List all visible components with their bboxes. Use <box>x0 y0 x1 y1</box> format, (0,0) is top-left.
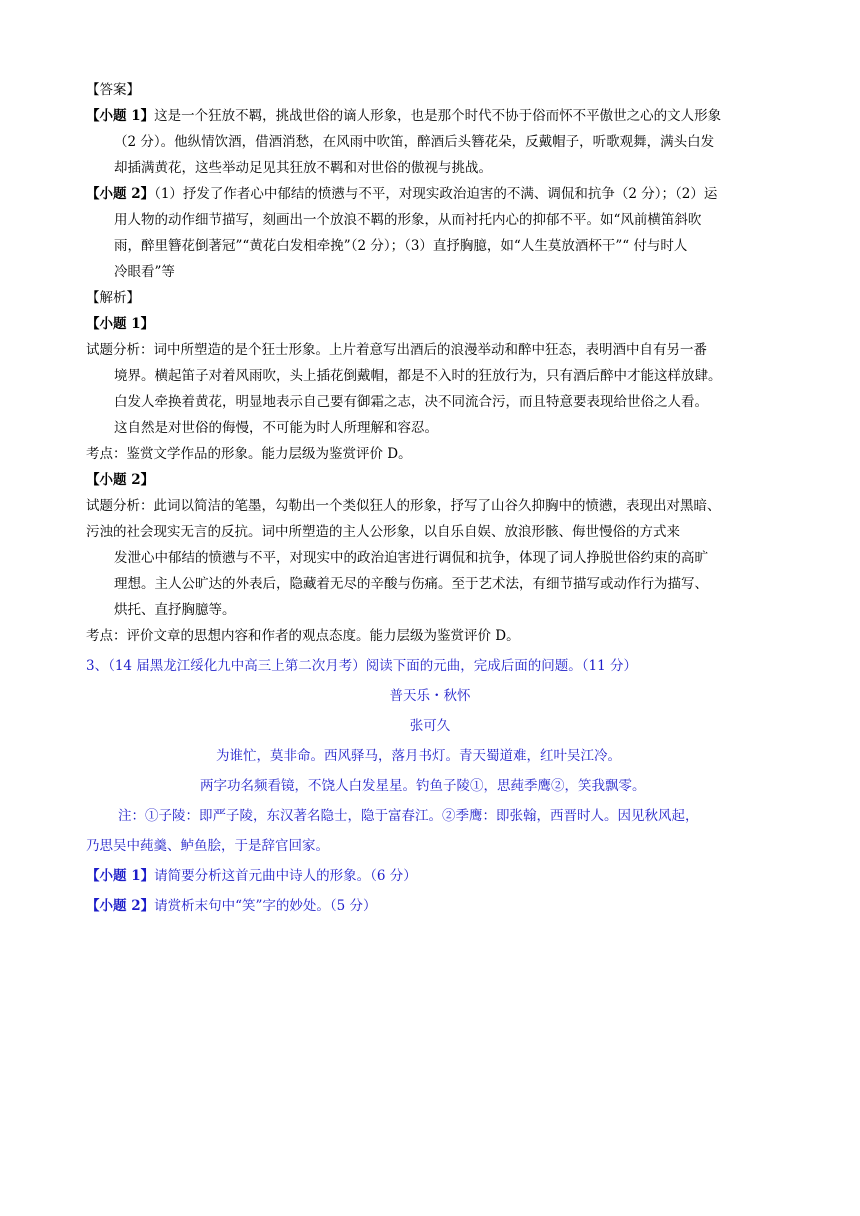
answer-q2-line-3: 雨，醉里簪花倒著冠”“黄花白发相牵挽”（2 分）；（3）直抒胸臆，如“人生莫放酒杯干”“ 付与时人 <box>114 238 688 254</box>
analysis-q1-label: 【小题 1】 <box>86 316 155 332</box>
analysis-q2-line-3: 发泄心中郁结的愤懑与不平，对现实中的政治迫害进行调侃和抗争，体现了词人挣脱世俗约束的高旷 <box>114 550 708 566</box>
analysis-q2-line-2: 污浊的社会现实无言的反抗。词中所塑造的主人公形象，以自乐自娱、放浪形骸、侮世慢俗的方式来 <box>86 524 680 540</box>
poem-author: 张可久 <box>409 718 451 734</box>
answer-q1-text: 这是一个狂放不羁，挑战世俗的谪人形象，也是那个时代不协于俗而怀不平傲世之心的文人形象 <box>154 108 722 124</box>
question3-sub2-text: 请赏析末句中“笑”字的妙处。（5 分） <box>154 898 377 914</box>
analysis-q1-line-1: 试题分析：词中所塑造的是个狂士形象。上片着意写出酒后的浪漫举动和醉中狂态，表明酒中自有另一番 <box>86 342 707 358</box>
answer-q2-label: 【小题 2】 <box>86 186 155 202</box>
analysis-q2-kaodian: 考点：评价文章的思想内容和作者的观点态度。能力层级为鉴赏评价 D。 <box>86 628 520 644</box>
answer-q2-line-1 <box>86 184 717 204</box>
question3-sub1-label: 【小题 1】 <box>86 868 155 884</box>
answer-q1-line-2: （2 分）。他纵情饮酒，借酒消愁，在风雨中吹笛，醉酒后头簪花朵，反戴帽子，听歌观舞，满头白发 <box>114 134 715 150</box>
question3-header: 3、（14 届黑龙江绥化九中高三上第二次月考）阅读下面的元曲，完成后面的问题。（11 分） <box>86 658 638 674</box>
note-line-2: 乃思吴中莼羹、鲈鱼脍，于是辞官回家。 <box>86 838 329 854</box>
answer-heading: 【答案】 <box>86 82 140 98</box>
analysis-q1-kaodian: 考点：鉴赏文学作品的形象。能力层级为鉴赏评价 D。 <box>86 446 412 462</box>
answer-q1-line-1 <box>86 106 721 126</box>
answer-q1-line-3: 却插满黄花，这些举动足见其狂放不羁和对世俗的傲视与挑战。 <box>114 160 492 176</box>
analysis-q2-line-1: 试题分析：此词以简洁的笔墨，勾勒出一个类似狂人的形象，抒写了山谷久抑胸中的愤懑，表现出对黑暗、 <box>86 498 721 514</box>
analysis-heading: 【解析】 <box>86 290 140 306</box>
question3-sub1 <box>86 866 417 886</box>
note-line-1: 注：①子陵：即严子陵，东汉著名隐士，隐于富春江。②季鹰：即张翰，西晋时人。因见秋风起， <box>118 808 699 824</box>
question3-sub1-text: 请简要分析这首元曲中诗人的形象。（6 分） <box>154 868 417 884</box>
poem-line-1: 为谁忙，莫非命。西风驿马，落月书灯。青天蜀道难，红叶吴江冷。 <box>216 748 621 764</box>
answer-q2-line-4: 冷眼看”等 <box>114 264 175 280</box>
question3-sub2-label: 【小题 2】 <box>86 898 155 914</box>
answer-q1-label: 【小题 1】 <box>86 108 155 124</box>
answer-q2-line-2: 用人物的动作细节描写，刻画出一个放浪不羁的形象，从而衬托内心的抑郁不平。如“风前横笛斜吹 <box>114 212 702 228</box>
analysis-q2-line-4: 理想。主人公旷达的外表后，隐藏着无尽的辛酸与伤痛。至于艺术法，有细节描写或动作行为描写、 <box>114 576 708 592</box>
answer-q2-text: （1）抒发了作者心中郁结的愤懑与不平，对现实政治迫害的不满、调侃和抗争（2 分）；（2）运 <box>154 186 718 202</box>
analysis-q1-line-3: 白发人牵换着黄花，明显地表示自己要有御霜之志，决不同流合污，而且特意要表现给世俗之人看。 <box>114 394 708 410</box>
poem-line-2: 两字功名频看镜，不饶人白发星星。钓鱼子陵①，思莼季鹰②，笑我飘零。 <box>200 778 646 794</box>
poem-title: 普天乐・秋怀 <box>389 688 471 704</box>
analysis-q2-label: 【小题 2】 <box>86 472 155 488</box>
analysis-q1-line-4: 这自然是对世俗的侮慢，不可能为时人所理解和容忍。 <box>114 420 438 436</box>
question3-sub2 <box>86 896 377 916</box>
analysis-q2-line-5: 烘托、直抒胸臆等。 <box>114 602 236 618</box>
analysis-q1-line-2: 境界。横起笛子对着风雨吹，头上插花倒戴帽，都是不入时的狂放行为，只有酒后醉中才能这样放肆。 <box>114 368 722 384</box>
